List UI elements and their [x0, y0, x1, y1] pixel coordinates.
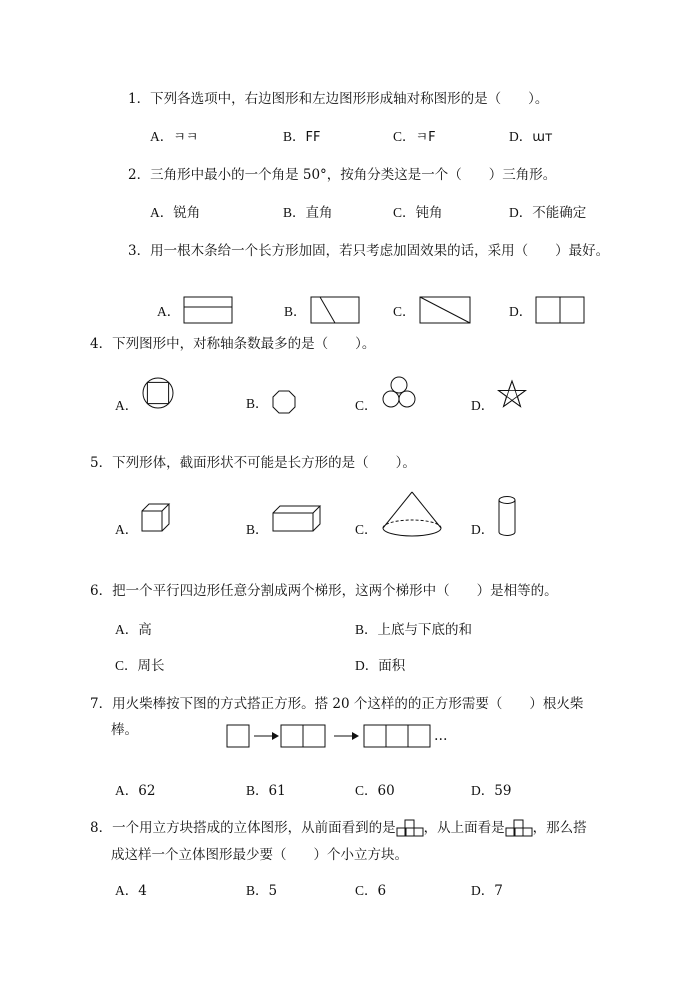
option-label: D． [509, 304, 533, 319]
q2-option-a[interactable] [150, 203, 200, 223]
q8-option-d[interactable] [471, 881, 503, 901]
question-8-stem-line2: 成这样一个立体图形最少要（ ）个小立方块。 [111, 847, 408, 863]
option-text: 61 [268, 783, 286, 799]
option-text: 59 [494, 783, 512, 799]
cylinder-figure [497, 495, 517, 537]
option-text: 60 [377, 783, 395, 799]
q1-option-b[interactable] [283, 127, 320, 148]
q2-option-b[interactable] [283, 203, 333, 223]
option-label: A． [157, 304, 181, 319]
q3-option-d[interactable] [509, 296, 585, 324]
q7-option-b[interactable] [246, 781, 286, 801]
cone-figure [381, 490, 443, 538]
q8-stem-part1: 8．一个用立方块搭成的立体图形，从前面看到的是 [90, 820, 396, 836]
option-text: 锐角 [173, 205, 201, 221]
option-text: 7 [494, 883, 503, 899]
option-label: C． [115, 658, 138, 673]
q4-option-b[interactable] [246, 390, 296, 414]
option-label: D． [509, 205, 533, 220]
q6-option-d[interactable] [355, 656, 405, 676]
ellipsis: … [434, 728, 448, 744]
option-label: C． [393, 205, 416, 220]
question-3-stem: 3．用一根木条给一个长方形加固，若只考虑加固效果的话，采用（ ）最好。 [128, 243, 610, 259]
rect-short-diagonal-figure [310, 296, 360, 324]
option-label: B． [283, 205, 306, 220]
option-label: A． [115, 883, 139, 898]
option-label: B． [283, 129, 306, 144]
option-label: C． [355, 783, 378, 798]
three-circles-figure [381, 375, 417, 411]
q8-option-a[interactable] [115, 881, 147, 901]
option-label: B． [246, 396, 269, 411]
mirror-glyph: ɯᴛ [532, 130, 553, 145]
option-label: A． [115, 522, 139, 537]
option-text: 5 [268, 883, 278, 899]
option-label: C． [355, 398, 378, 413]
option-label: A． [115, 783, 139, 798]
front-view-figure [396, 819, 424, 837]
q2-option-d[interactable] [509, 203, 586, 223]
option-label: D． [471, 398, 495, 413]
option-text: 上底与下底的和 [377, 622, 473, 638]
q5-option-b[interactable] [246, 500, 322, 538]
question-2-stem: 2．三角形中最小的一个角是 50°，按角分类这是一个（ ）三角形。 [128, 167, 557, 183]
option-text: 62 [138, 783, 156, 799]
q3-option-b[interactable] [284, 296, 360, 324]
question-6-stem: 6．把一个平行四边形任意分割成两个梯形，这两个梯形中（ ）是相等的。 [90, 583, 558, 599]
q8-option-c[interactable] [355, 881, 386, 901]
star-figure [497, 379, 527, 409]
q3-option-c[interactable] [393, 296, 471, 324]
q3-option-a[interactable] [157, 296, 233, 324]
question-1-stem: 1．下列各选项中，右边图形和左边图形形成轴对称图形的是（ ）。 [128, 91, 549, 107]
option-label: D． [509, 129, 533, 144]
option-label: C． [393, 304, 416, 319]
q5-option-a[interactable] [115, 498, 171, 538]
rect-vertical-line-figure [535, 296, 585, 324]
q6-option-a[interactable] [115, 620, 152, 640]
q8-stem-part2: ，从上面看是 [423, 820, 505, 836]
option-text: 钝角 [415, 205, 443, 221]
q8-stem-part3: ，那么搭 [532, 820, 587, 836]
question-8-stem-line1 [90, 815, 587, 841]
option-label: C． [355, 522, 378, 537]
octagon-figure [272, 390, 296, 414]
option-label: B． [246, 883, 269, 898]
rect-horizontal-line-figure [183, 296, 233, 324]
option-label: A． [115, 622, 139, 637]
option-label: A． [150, 129, 174, 144]
mirror-glyph: FF [305, 130, 321, 145]
q4-option-d[interactable] [471, 374, 527, 414]
q7-option-d[interactable] [471, 781, 511, 801]
option-text: 周长 [137, 658, 165, 674]
q8-option-b[interactable] [246, 881, 277, 901]
rect-full-diagonal-figure [419, 296, 471, 324]
option-label: A． [150, 205, 174, 220]
q1-option-d[interactable] [509, 127, 553, 148]
question-5-stem: 5．下列形体，截面形状不可能是长方形的是（ ）。 [90, 455, 416, 471]
option-label: B． [246, 522, 269, 537]
option-label: D． [355, 658, 379, 673]
q7-option-c[interactable] [355, 781, 395, 801]
q5-option-d[interactable] [471, 494, 517, 538]
question-4-stem: 4．下列图形中，对称轴条数最多的是（ ）。 [90, 336, 376, 352]
q6-option-c[interactable] [115, 656, 165, 676]
option-label: D． [471, 522, 495, 537]
q6-option-b[interactable] [355, 620, 472, 640]
top-view-figure [505, 819, 533, 837]
matchstick-squares-figure [226, 722, 436, 750]
option-label: B． [284, 304, 307, 319]
q4-option-a[interactable] [115, 372, 175, 414]
option-label: B． [355, 622, 378, 637]
option-label: B． [246, 783, 269, 798]
option-text: 不能确定 [532, 205, 587, 221]
q5-option-c[interactable] [355, 490, 443, 538]
q1-option-a[interactable] [150, 127, 198, 148]
mirror-glyph: ㅋF [415, 130, 436, 145]
option-label: D． [471, 783, 495, 798]
option-text: 6 [377, 883, 387, 899]
q1-option-c[interactable] [393, 127, 436, 148]
option-text: 直角 [305, 205, 333, 221]
mirror-glyph: ㅋㅋ [173, 130, 199, 145]
question-7-stem-line1: 7．用火柴棒按下图的方式搭正方形。搭 20 个这样的的正方形需要（ ）根火柴 [90, 696, 584, 712]
option-text: 高 [138, 622, 152, 638]
option-label: A． [115, 398, 139, 413]
option-label: D． [471, 883, 495, 898]
option-text: 4 [138, 883, 147, 899]
cuboid-figure [272, 505, 322, 533]
option-label: C． [355, 883, 378, 898]
q4-option-c[interactable] [355, 372, 417, 414]
q2-option-c[interactable] [393, 203, 443, 223]
q7-option-a[interactable] [115, 781, 155, 801]
option-text: 面积 [378, 658, 406, 674]
option-label: C． [393, 129, 416, 144]
square-in-circle-figure [141, 376, 175, 410]
cube-figure [141, 503, 171, 533]
question-7-stem-line2: 棒。 [111, 722, 138, 738]
